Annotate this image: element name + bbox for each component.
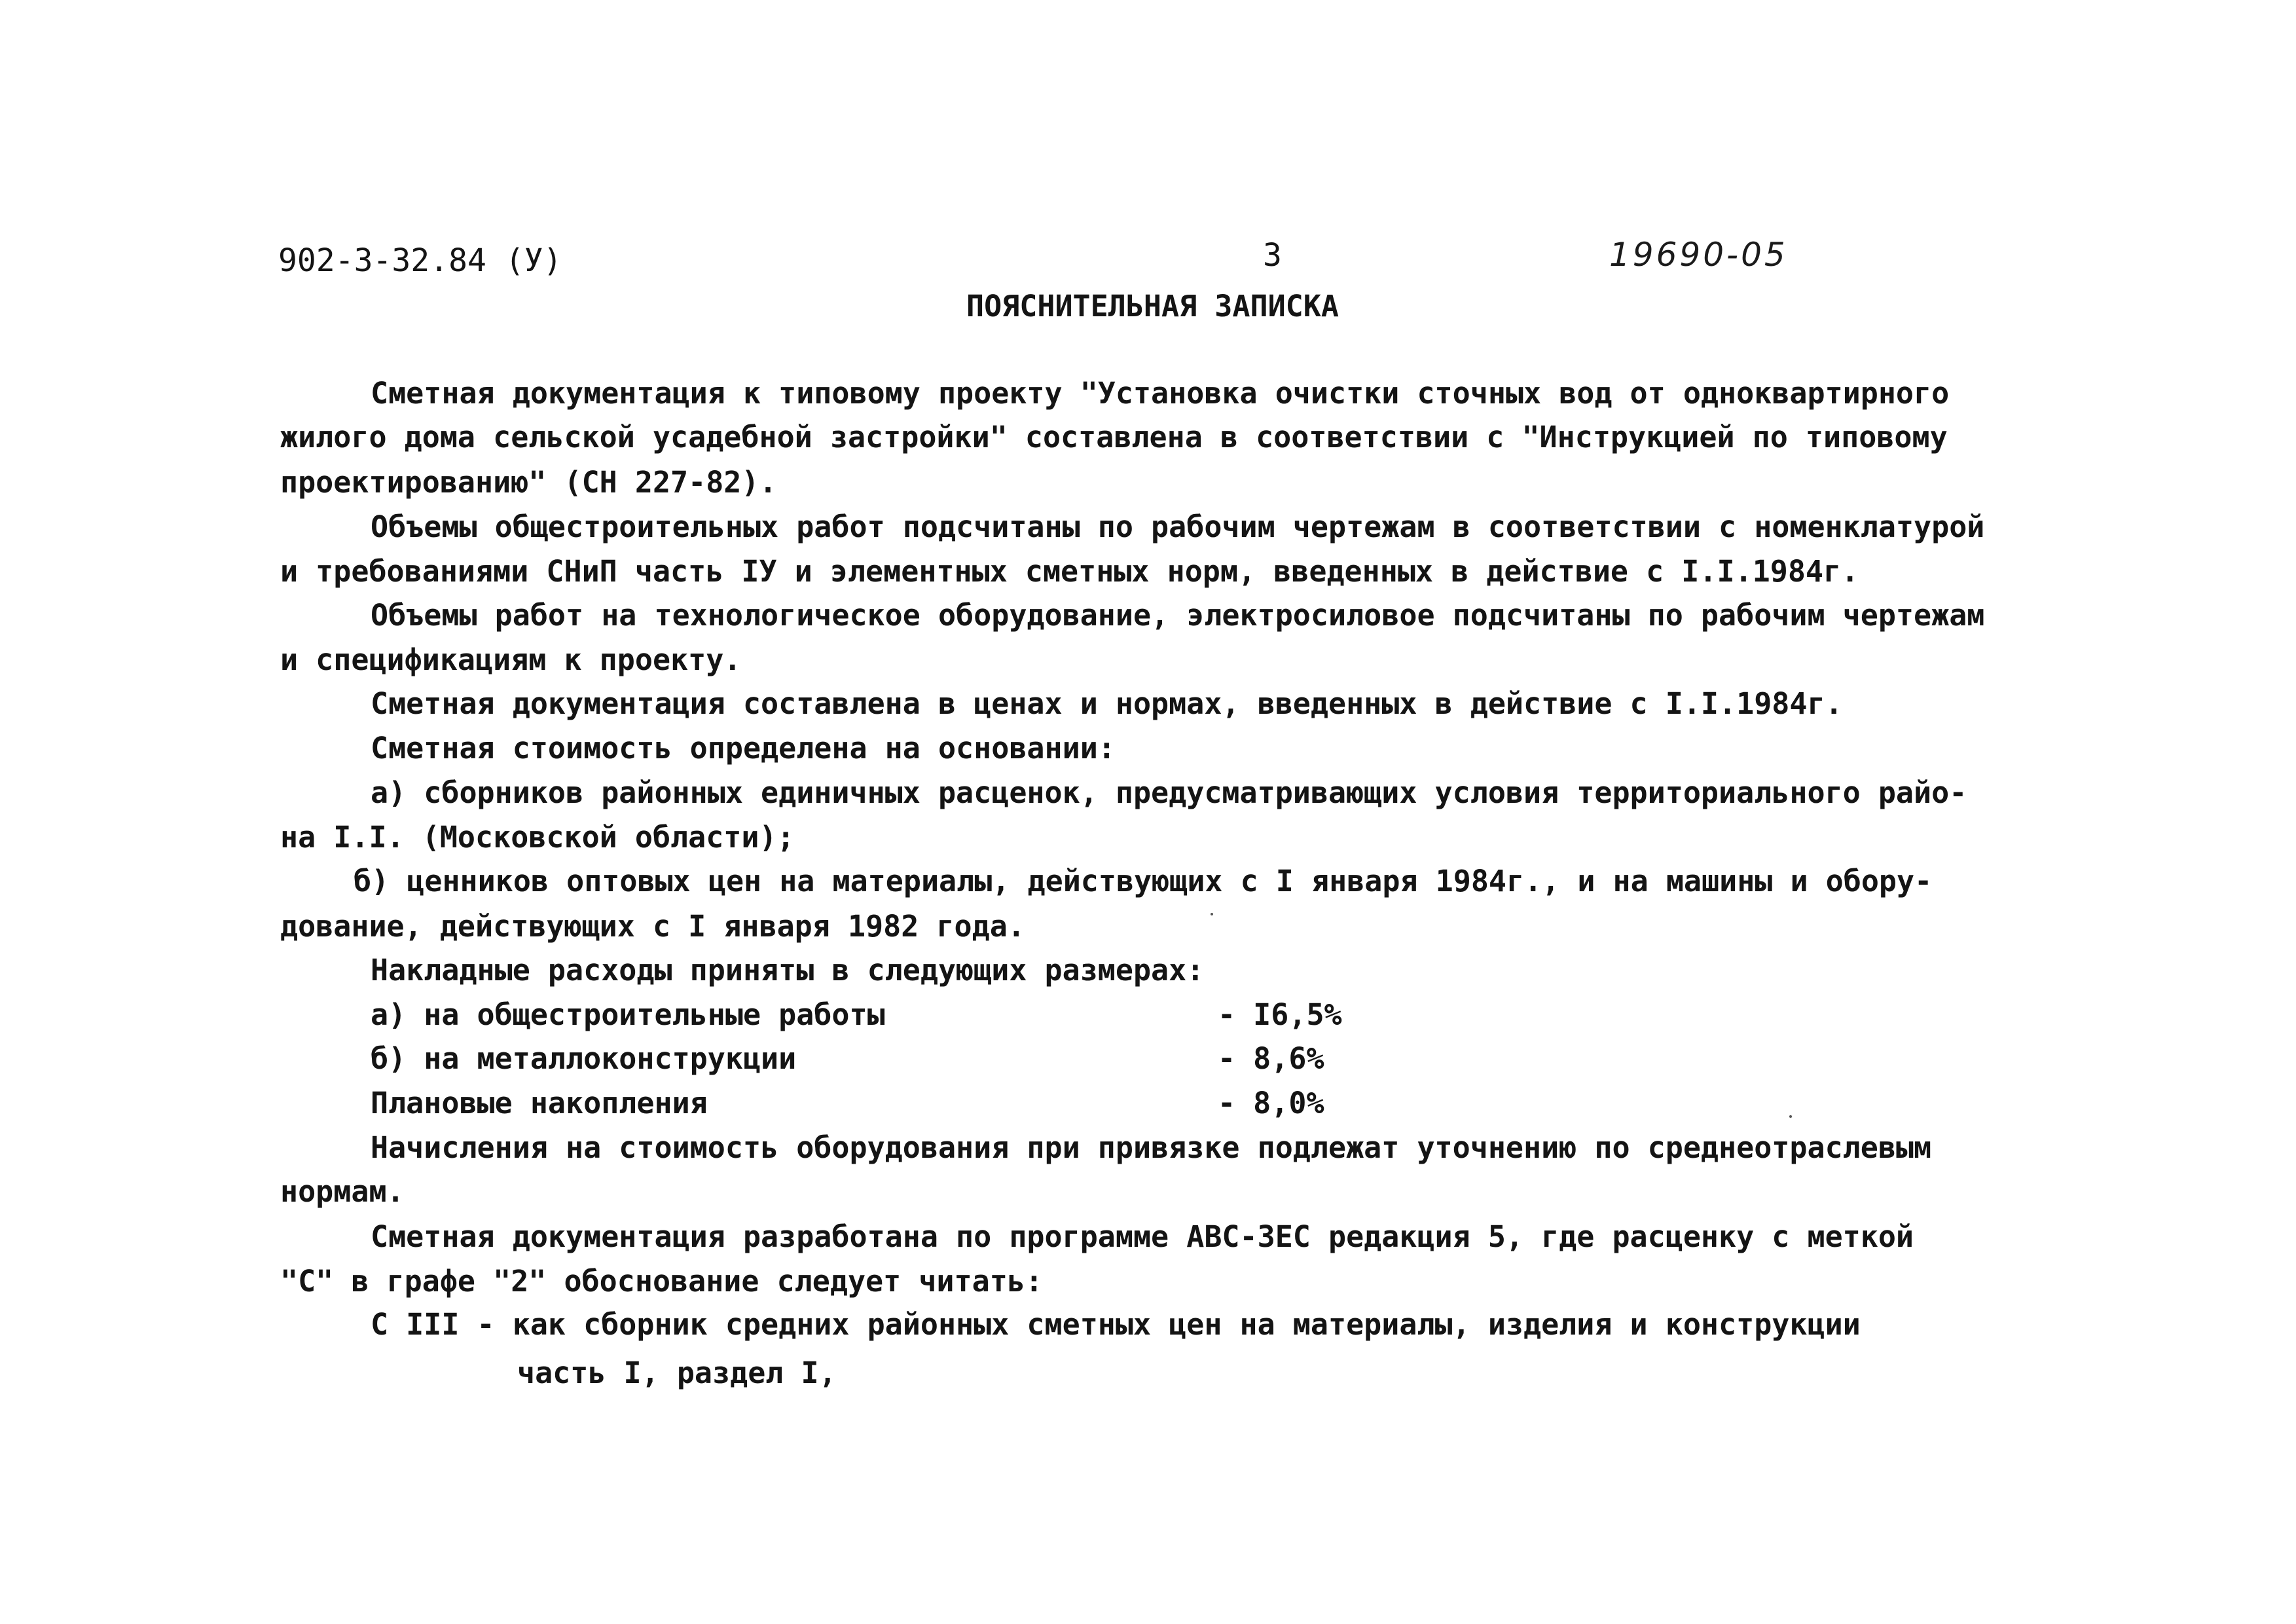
text-line: Сметная документация составлена в ценах и нормах, введенных в действие с I.I.1984г. [371,686,1843,721]
rate-value: - I6,5% [1218,997,1342,1032]
rate-value: - 8,0% [1218,1086,1324,1120]
text-line: а) на общестроительные работы [371,997,885,1032]
document-code: 902-3-32.84 (У) [278,242,562,279]
text-line: на I.I. (Московской области); [280,820,795,855]
text-line: и требованиями СНиП часть IУ и элементных сметных норм, введенных в действие с I.I.1984г. [280,554,1859,589]
text-line: Сметная документация к типовому проекту "Установка очистки сточных вод от одноквартирного [371,376,1950,411]
text-line: б) на металлоконструкции [371,1041,797,1076]
text-line: С III - как сборник средних районных сметных цен на материалы, изделия и конструкции [371,1307,1861,1342]
text-line: нормам. [280,1174,405,1209]
text-line: б) ценников оптовых цен на материалы, действующих с I января 1984г., и на машины и обору- [354,864,1933,898]
text-line: Накладные расходы приняты в следующих размерах: [371,953,1205,987]
rate-value: - 8,6% [1218,1041,1324,1076]
scan-speck [1211,913,1213,915]
text-line: жилого дома сельской усадебной застройки" составлена в соответствии с "Инструкцией по типовому [280,420,1948,454]
text-line: часть I, раздел I, [517,1356,837,1390]
text-line: а) сборников районных единичных расценок, предусматривающих условия территориального райо- [371,775,1967,810]
text-line: дование, действующих с I января 1982 года. [280,909,1025,944]
text-line: Плановые накопления [371,1086,708,1120]
text-line: и спецификациям к проекту. [280,642,742,677]
text-line: Объемы работ на технологическое оборудование, электросиловое подсчитаны по рабочим чертежам [371,598,1985,633]
page-title: ПОЯСНИТЕЛЬНАЯ ЗАПИСКА [966,289,1339,323]
text-line: "С" в графе "2" обоснование следует читать: [280,1264,1043,1299]
text-line: проектированию" (СН 227-82). [280,465,777,500]
text-line: Объемы общестроительных работ подсчитаны по рабочим чертежам в соответствии с номенклатурой [371,509,1985,544]
handwritten-id: 19690-05 [1609,236,1788,274]
scan-speck [1789,1115,1792,1118]
text-line: Сметная стоимость определена на основании: [371,731,1116,766]
text-line: Начисления на стоимость оборудования при привязке подлежат уточнению по среднеотраслевым [371,1130,1932,1165]
page-number: 3 [1263,237,1282,274]
text-line: Сметная документация разработана по программе АВС-3ЕС редакция 5, где расценку с меткой [371,1219,1914,1254]
